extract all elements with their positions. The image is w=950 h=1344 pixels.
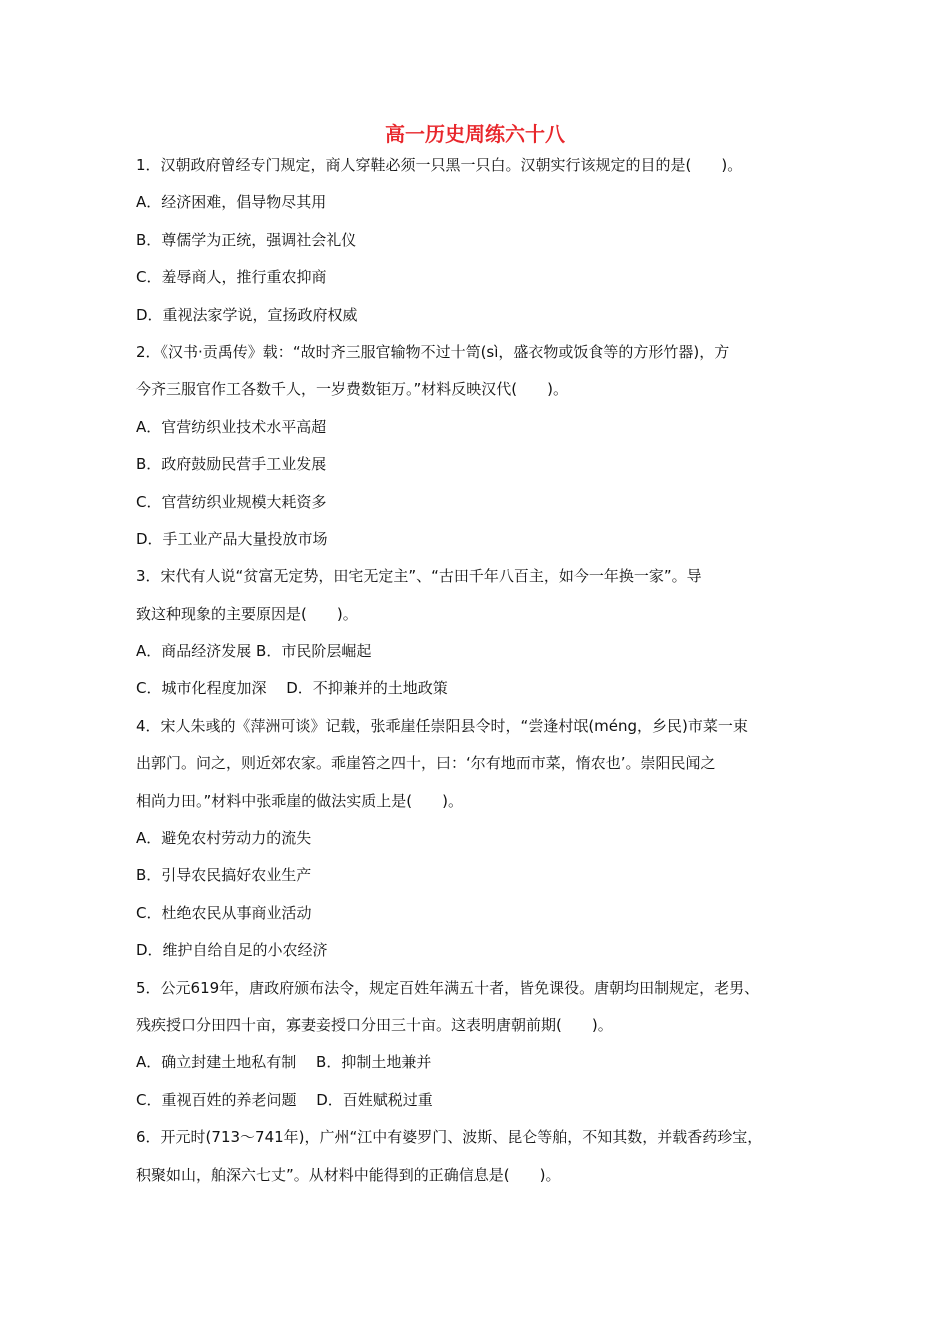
question-5-stem-line-1: 5．公元619年，唐政府颁布法令，规定百姓年满五十者，皆免课役。唐朝均田制规定，老男、 xyxy=(136,978,760,997)
question-4-option-c: C．杜绝农民从事商业活动 xyxy=(136,903,312,922)
question-5-options-ab: A．确立封建土地私有制 B．抑制土地兼并 xyxy=(136,1053,432,1072)
question-6-stem-line-1: 6．开元时(713～741年)，广州“江中有婆罗门、波斯、昆仑等舶，不知其数，并载香药珍宝， xyxy=(136,1128,763,1147)
question-2-stem-line-2: 今齐三服官作工各数千人，一岁费数钜万。”材料反映汉代( )。 xyxy=(136,380,568,399)
question-6-stem-line-2: 积聚如山，舶深六七丈”。从材料中能得到的正确信息是( )。 xyxy=(136,1165,561,1184)
question-2-option-b: B．政府鼓励民营手工业发展 xyxy=(136,455,327,474)
question-4-option-d: D．维护自给自足的小农经济 xyxy=(136,941,328,960)
question-1-option-c: C．羞辱商人，推行重农抑商 xyxy=(136,268,327,287)
question-3-options-cd: C．城市化程度加深 D．不抑兼并的土地政策 xyxy=(136,679,448,698)
question-4-stem-line-1: 4．宋人朱彧的《萍洲可谈》记载，张乖崖任崇阳县令时，“尝逢村氓(méng，乡民)市菜一束 xyxy=(136,716,748,735)
question-5-options-cd: C．重视百姓的养老问题 D．百姓赋税过重 xyxy=(136,1090,433,1109)
question-1-option-a: A．经济困难，倡导物尽其用 xyxy=(136,193,327,212)
question-3-stem-line-1: 3．宋代有人说“贫富无定势，田宅无定主”、“古田千年八百主，如今一年换一家”。导 xyxy=(136,567,702,586)
question-4-option-a: A．避免农村劳动力的流失 xyxy=(136,829,312,848)
question-1-option-b: B．尊儒学为正统，强调社会礼仪 xyxy=(136,230,357,249)
question-2-stem-line-1: 2．《汉书·贡禹传》载：“故时齐三服官输物不过十笥(sì，盛衣物或饭食等的方形竹器)，方 xyxy=(136,342,730,361)
question-4-option-b: B．引导农民搞好农业生产 xyxy=(136,866,312,885)
question-list xyxy=(136,147,816,1194)
question-3-stem-line-2: 致这种现象的主要原因是( )。 xyxy=(136,604,358,623)
question-5-stem-line-2: 残疾授口分田四十亩，寡妻妾授口分田三十亩。这表明唐朝前期( )。 xyxy=(136,1015,613,1034)
document-title: 高一历史周练六十八 xyxy=(385,122,565,146)
question-1-option-d: D．重视法家学说，宣扬政府权威 xyxy=(136,305,358,324)
question-3-options-ab: A．商品经济发展 B．市民阶层崛起 xyxy=(136,642,372,661)
question-4-stem-line-3: 相尚力田。”材料中张乖崖的做法实质上是( )。 xyxy=(136,791,463,810)
question-2-option-c: C．官营纺织业规模大耗资多 xyxy=(136,492,327,511)
question-2-option-d: D．手工业产品大量投放市场 xyxy=(136,529,328,548)
question-1-stem: 1．汉朝政府曾经专门规定，商人穿鞋必须一只黑一只白。汉朝实行该规定的目的是( )。 xyxy=(136,156,743,174)
question-4-stem-line-2: 出郭门。问之，则近郊农家。乖崖笞之四十，曰：‘尔有地而市菜，惰农也’。崇阳民闻之 xyxy=(136,754,716,773)
question-2-option-a: A．官营纺织业技术水平高超 xyxy=(136,417,327,436)
